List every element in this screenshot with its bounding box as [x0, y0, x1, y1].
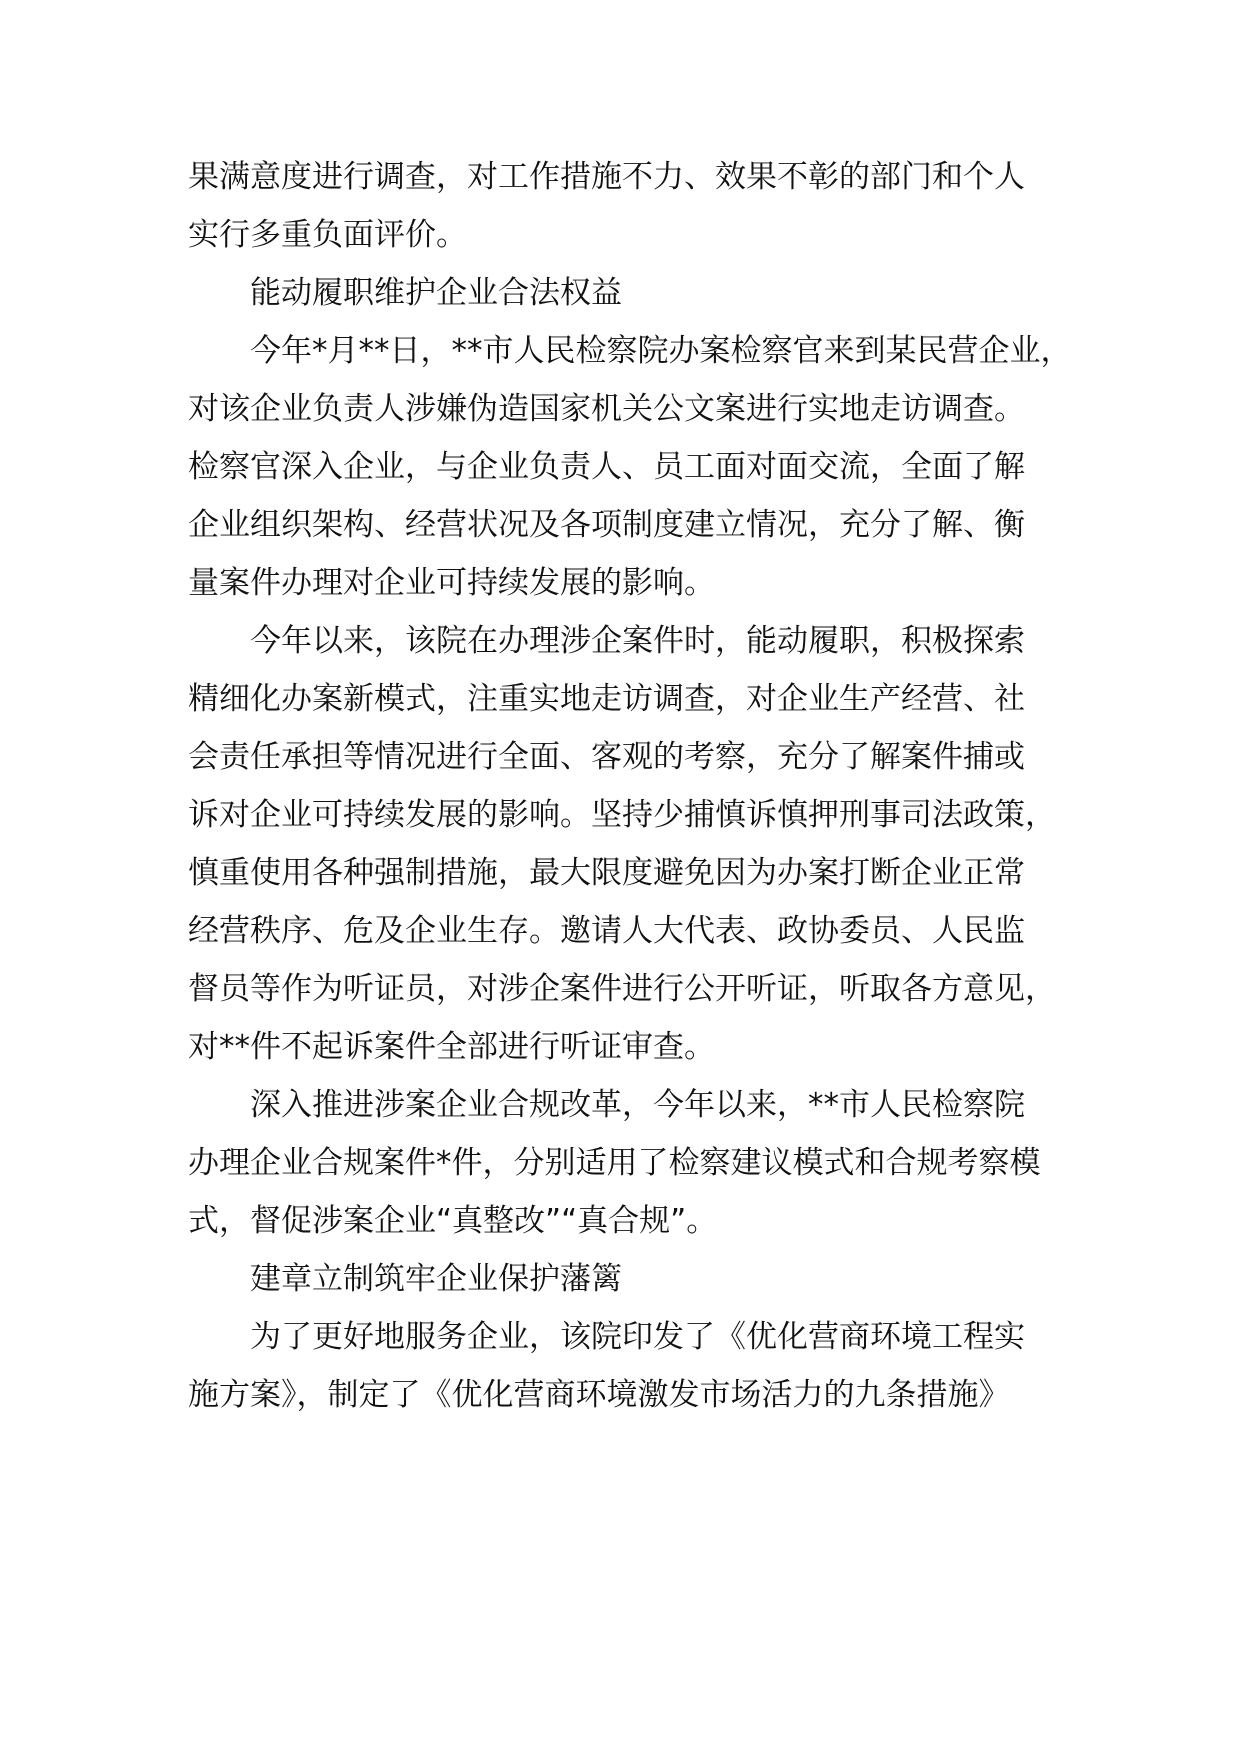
body-text-line: 慎重使用各种强制措施，最大限度避免因为办案打断企业正常 — [188, 855, 1025, 891]
body-text-line: 对**件不起诉案件全部进行听证审查。 — [188, 1029, 715, 1065]
body-text-line: 今年以来，该院在办理涉企案件时，能动履职，积极探索 — [250, 623, 1025, 659]
body-text-line: 为了更好地服务企业，该院印发了《优化营商环境工程实 — [250, 1319, 1025, 1355]
body-text-line: 经营秩序、危及企业生存。邀请人大代表、政协委员、人民监 — [188, 913, 1025, 949]
body-text-line: 诉对企业可持续发展的影响。坚持少捕慎诉慎押刑事司法政策， — [188, 797, 1056, 833]
body-text-line: 会责任承担等情况进行全面、客观的考察，充分了解案件捕或 — [188, 739, 1025, 775]
body-text-line: 检察官深入企业，与企业负责人、员工面对面交流，全面了解 — [188, 449, 1025, 485]
body-text-line: 式，督促涉案企业“真整改”“真合规”。 — [188, 1203, 718, 1239]
body-text-line: 今年*月**日，**市人民检察院办案检察官来到某民营企业， — [250, 333, 1072, 369]
body-text-line: 对该企业负责人涉嫌伪造国家机关公文案进行实地走访调查。 — [188, 391, 1025, 427]
section-heading: 能动履职维护企业合法权益 — [250, 275, 622, 311]
body-text-line: 果满意度进行调查，对工作措施不力、效果不彰的部门和个人 — [188, 159, 1025, 195]
body-text-line: 深入推进涉案企业合规改革，今年以来，**市人民检察院 — [250, 1087, 1025, 1123]
body-text-line: 实行多重负面评价。 — [188, 217, 467, 253]
body-text-line: 办理企业合规案件*件，分别适用了检察建议模式和合规考察模 — [188, 1145, 1041, 1181]
body-text-line: 企业组织架构、经营状况及各项制度建立情况，充分了解、衡 — [188, 507, 1025, 543]
body-text-line: 施方案》，制定了《优化营商环境激发市场活力的九条措施》 — [188, 1377, 1010, 1413]
section-heading: 建章立制筑牢企业保护藩篱 — [250, 1261, 622, 1297]
body-text-line: 精细化办案新模式，注重实地走访调查，对企业生产经营、社 — [188, 681, 1025, 717]
body-text-line: 督员等作为听证员，对涉企案件进行公开听证，听取各方意见， — [188, 971, 1056, 1007]
body-text-line: 量案件办理对企业可持续发展的影响。 — [188, 565, 715, 601]
